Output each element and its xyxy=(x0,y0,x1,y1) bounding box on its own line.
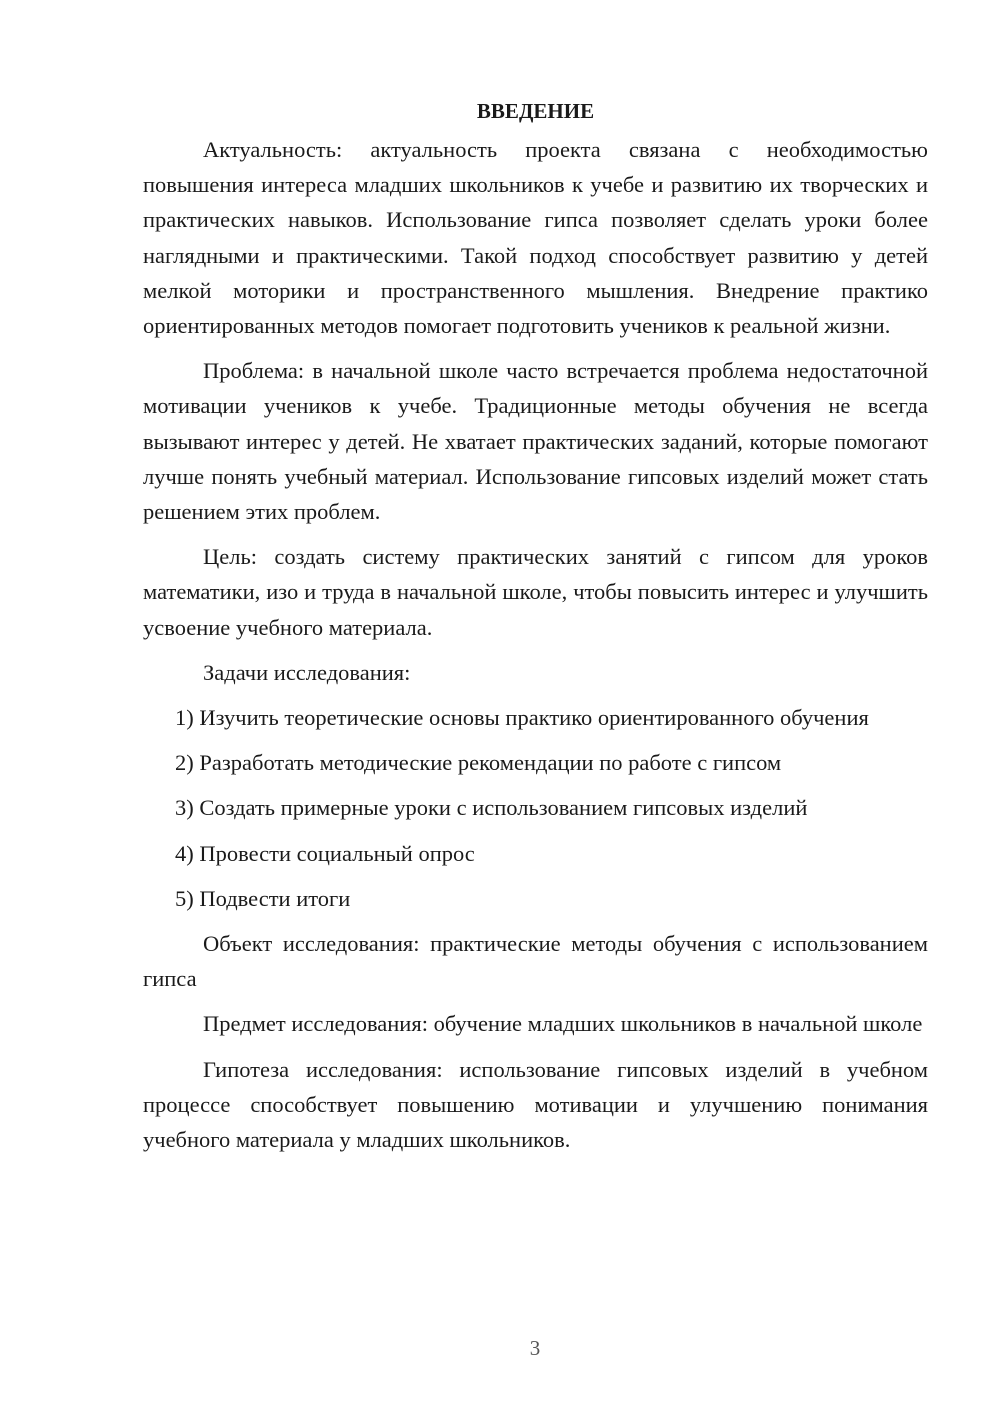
list-item: 3) Создать примерные уроки с использованием гипсовых изделий xyxy=(175,795,808,821)
paragraph-tasks-heading: Задачи исследования: xyxy=(203,659,411,685)
page-number: 3 xyxy=(529,1336,541,1360)
paragraph-problem: Проблема: в начальной школе часто встречается проблема недостаточной мотивации учеников к учебе. Традиционные методы обучения не всегда вызывают интерес у детей. Не хватает практических заданий, которые помогают лучше понять учебный материал. Использование гипсовых изделий может стать решением этих проблем. xyxy=(143,358,928,525)
section-title: ВВЕДЕНИЕ xyxy=(476,99,595,123)
list-item: 2) Разработать методические рекомендации по работе с гипсом xyxy=(175,750,782,776)
list-item: 5) Подвести итоги xyxy=(175,885,351,911)
paragraph-object: Объект исследования: практические методы обучения с использованием гипса xyxy=(143,931,928,992)
paragraph-hypothesis: Гипотеза исследования: использование гипсовых изделий в учебном процессе способствует повышению мотивации и улучшению понимания учебного материала у младших школьников. xyxy=(143,1056,928,1153)
document-body xyxy=(143,96,928,1167)
list-item: 1) Изучить теоретические основы практико ориентированного обучения xyxy=(175,705,869,731)
paragraph-relevance: Актуальность: актуальность проекта связана с необходимостью повышения интереса младших школьников к учебе и развитию их творческих и практических навыков. Использование гипса позволяет сделать уроки более наглядными и практическими. Такой подход способствует развитию у детей мелкой моторики и пространственного мышления. Внедрение практико ориентированных методов помогает подготовить учеников к реальной жизни. xyxy=(143,137,928,339)
list-item: 4) Провести социальный опрос xyxy=(175,840,475,866)
paragraph-goal: Цель: создать систему практических занятий с гипсом для уроков математики, изо и труда в начальной школе, чтобы повысить интерес и улучшить усвоение учебного материала. xyxy=(143,544,928,640)
paragraph-subject: Предмет исследования: обучение младших школьников в начальной школе xyxy=(203,1011,923,1037)
